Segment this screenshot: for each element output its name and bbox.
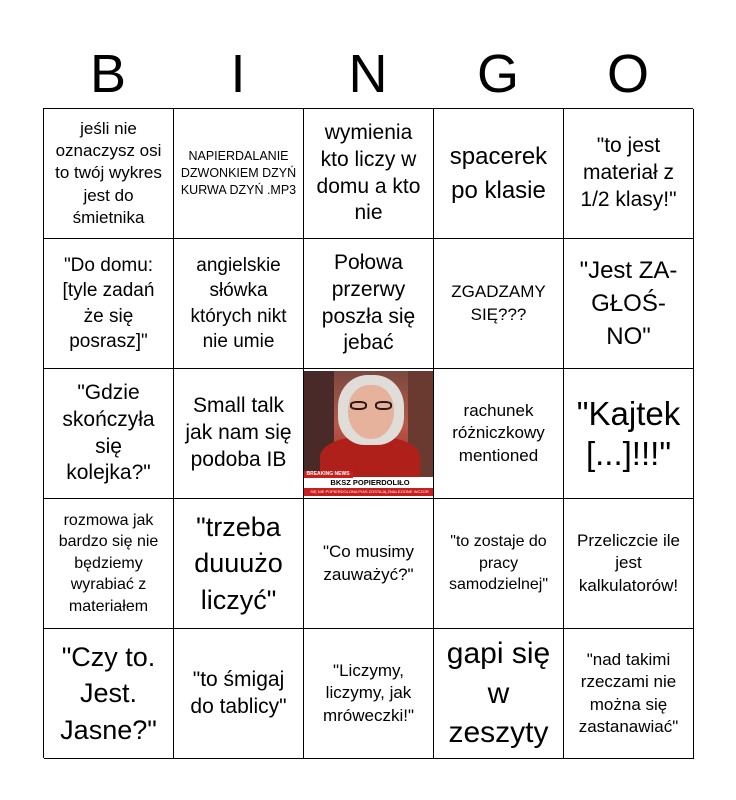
cell-text: "Do domu: [tyle zadań że się posrasz]" (62, 254, 155, 352)
cell-text: wymienia kto liczy w domu a kto nie (316, 120, 421, 225)
bingo-cell[interactable] (564, 629, 694, 759)
header-letter-i: I (230, 44, 246, 104)
breaking-news-tag: BREAKING NEWS (304, 471, 353, 478)
bingo-cell[interactable] (304, 109, 434, 239)
cell-text: NAPIERDALANIE DZWONKIEM DZYŃ KURWA DZYŃ .MP3 (180, 149, 297, 197)
cell-text: ZGADZAMY SIĘ??? (451, 282, 546, 324)
cell-text: Połowa przerwy poszła się jebać (321, 250, 416, 355)
bingo-header (43, 40, 693, 108)
bingo-cell[interactable] (564, 109, 694, 239)
cell-text: "trzeba duuużo liczyć" (194, 511, 283, 615)
bingo-cell[interactable] (304, 239, 434, 369)
cell-text: "Kajtek [...]!!!" (576, 394, 681, 472)
bingo-cell[interactable] (44, 239, 174, 369)
bingo-cell[interactable] (564, 369, 694, 499)
bingo-cell[interactable] (564, 239, 694, 369)
cell-text: "to zostaje do pracy samodzielnej" (448, 533, 549, 594)
bingo-cell[interactable] (304, 629, 434, 759)
cell-text: jeśli nie oznaczysz osi to twój wykres jest do śmietnika (55, 119, 162, 227)
bingo-cell[interactable] (174, 499, 304, 629)
bingo-cell[interactable] (434, 369, 564, 499)
bingo-cell[interactable] (174, 109, 304, 239)
portrait-image (304, 371, 434, 477)
bingo-cell[interactable] (434, 499, 564, 629)
bingo-cell[interactable] (174, 369, 304, 499)
bingo-cell[interactable] (44, 629, 174, 759)
bingo-cell[interactable] (44, 499, 174, 629)
bingo-cell[interactable] (434, 239, 564, 369)
header-letter-o: O (606, 44, 649, 104)
cell-text: gapi się w zeszyty (446, 636, 551, 750)
cell-text: "Liczymy, liczymy, jak mróweczki!" (322, 661, 415, 725)
news-ticker-text: SIĘ NIE POPIERDOLONA PIAS ZOSTAJĄ ZNALEZIONE WCZOR (304, 488, 434, 496)
bingo-cell-free-image[interactable] (304, 369, 434, 499)
cell-text: Przeliczcie ile jest kalkulatorów! (577, 531, 680, 595)
cell-text: "to jest materiał z 1/2 klasy!" (580, 134, 677, 211)
cell-text: rachunek różniczkowy mentioned (452, 401, 545, 465)
header-letter-b: B (89, 44, 127, 104)
cell-text: "Co musimy zauważyć?" (322, 542, 415, 584)
cell-text: "Czy to. Jest. Jasne?" (60, 641, 157, 745)
bingo-cell[interactable] (174, 629, 304, 759)
cell-text: spacerek po klasie (449, 143, 548, 204)
cell-text: "Jest ZA-GŁOŚ-NO" (579, 256, 678, 351)
bingo-cell[interactable] (564, 499, 694, 629)
bingo-cell[interactable] (44, 109, 174, 239)
bingo-cell[interactable] (304, 499, 434, 629)
cell-text: Small talk jak nam się podoba IB (185, 394, 292, 471)
bingo-cell[interactable] (434, 629, 564, 759)
bingo-board (43, 108, 693, 758)
news-headline: BKSZ POPIERDOLIŁO (304, 478, 434, 488)
cell-text: rozmowa jak bardzo się nie będziemy wyrabiać z materiałem (58, 511, 159, 615)
news-photo (304, 371, 434, 497)
bingo-cell[interactable] (434, 109, 564, 239)
bingo-cell[interactable] (44, 369, 174, 499)
cell-text: "Gdzie skończyła się kolejka?" (62, 380, 155, 485)
cell-text: angielskie słówka których nikt nie umie (190, 254, 287, 352)
header-letter-n: N (348, 44, 388, 104)
news-ticker (304, 470, 434, 497)
cell-text: "nad takimi rzeczami nie można się zastanawiać" (578, 650, 679, 736)
header-letter-g: G (476, 44, 519, 104)
bingo-cell[interactable] (174, 239, 304, 369)
cell-text: "to śmigaj do tablicy" (190, 667, 287, 718)
